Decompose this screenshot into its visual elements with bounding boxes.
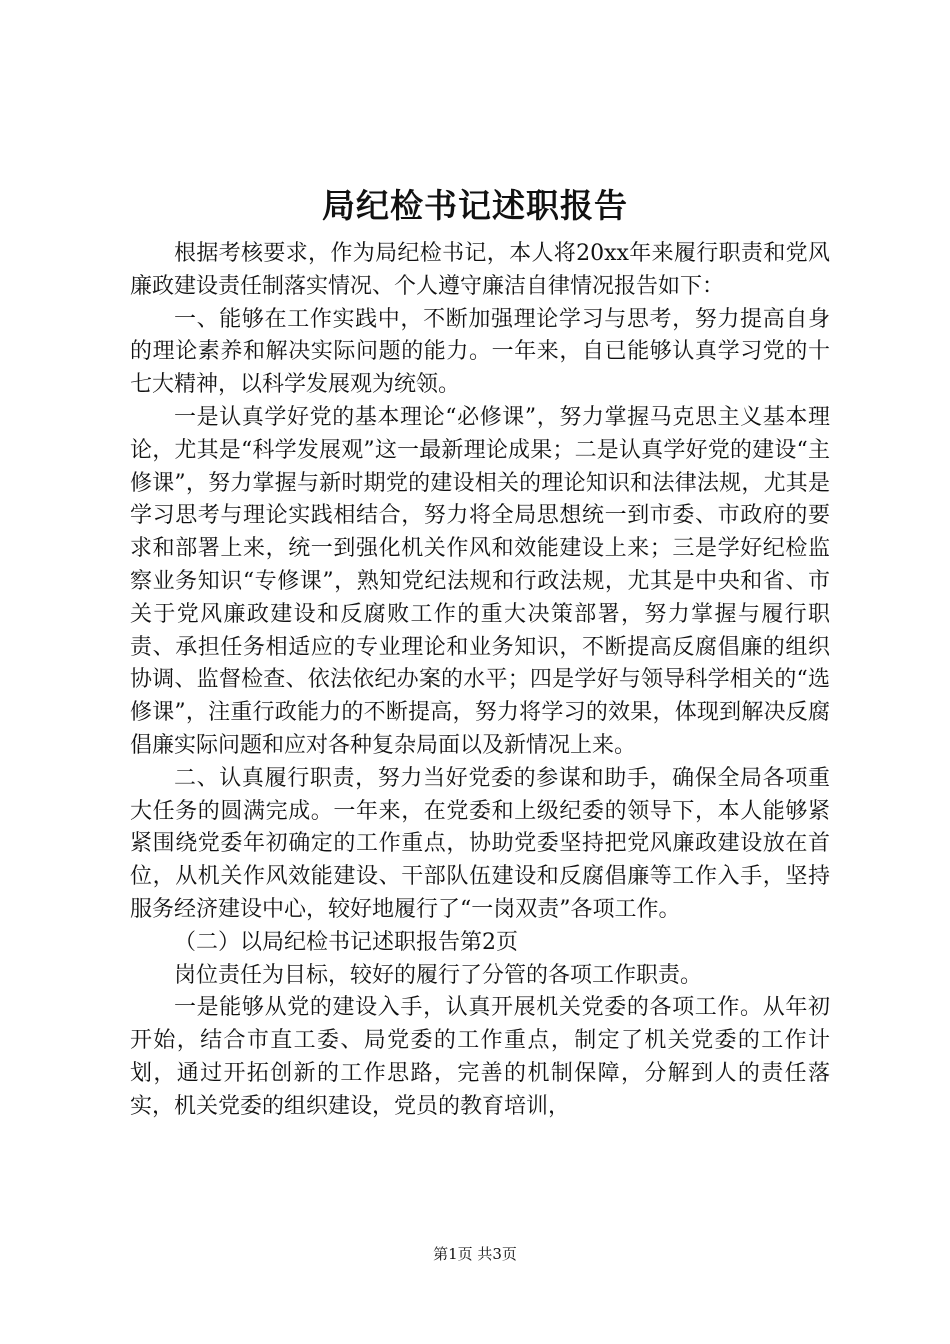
paragraph-responsibility: 岗位责任为目标，较好的履行了分管的各项工作职责。 [174,962,703,988]
paragraph-study-courses: 一是认真学好党的基本理论“必修课”，努力掌握马克思主义基本理论，尤其是“科学发展观”这一最新理论成果；二是认真学好党的建设“主修课”，努力掌握与新时期党的建设相关的理论知识和法律法规，尤其是学习思考与理论实践相结合，努力将全局思想统一到市委、市政府的要求和部署上来，统一到强化机关作风和效能建设上来；三是学好纪检监察业务知识“专修课”，熟知党纪法规和行政法规，尤其是中央和省、市关于党风廉政建设和反腐败工作的重大决策部署，努力掌握与履行职责、承担任务相适应的专业理论和业务知识，不断提高反腐倡廉的组织协调、监督检查、依法依纪办案的水平；四是学好与领导科学相关的“选修课”，注重行政能力的不断提高，努力将学习的效果，体现到解决反腐倡廉实际问题和应对各种复杂局面以及新情况上来。 [130,404,830,758]
document-title: 局纪检书记述职报告 [322,186,628,225]
paragraph-page-marker: （二）以局纪检书记述职报告第2页 [174,929,518,955]
paragraph-section-2: 二、认真履行职责，努力当好党委的参谋和助手，确保全局各项重大任务的圆满完成。一年来，在党委和上级纪委的领导下，本人能够紧紧围绕党委年初确定的工作重点，协助党委坚持把党风廉政建设放在首位，从机关作风效能建设、干部队伍建设和反腐倡廉等工作入手，坚持服务经济建设中心，较好地履行了“一岗双责”各项工作。 [130,765,830,922]
paragraph-party-building: 一是能够从党的建设入手，认真开展机关党委的各项工作。从年初开始，结合市直工委、局党委的工作重点，制定了机关党委的工作计划，通过开拓创新的工作思路，完善的机制保障，分解到人的责任落实，机关党委的组织建设，党员的教育培训， [130,995,830,1119]
document-body [130,238,830,1124]
page-footer: 第1页 共3页 [433,1245,517,1263]
paragraph-section-1: 一、能够在工作实践中，不断加强理论学习与思考，努力提高自身的理论素养和解决实际问题的能力。一年来，自已能够认真学习党的十七大精神，以科学发展观为统领。 [130,306,830,398]
paragraph-intro: 根据考核要求，作为局纪检书记，本人将20xx年来履行职责和党风廉政建设责任制落实情况、个人遵守廉洁自律情况报告如下： [130,241,830,299]
